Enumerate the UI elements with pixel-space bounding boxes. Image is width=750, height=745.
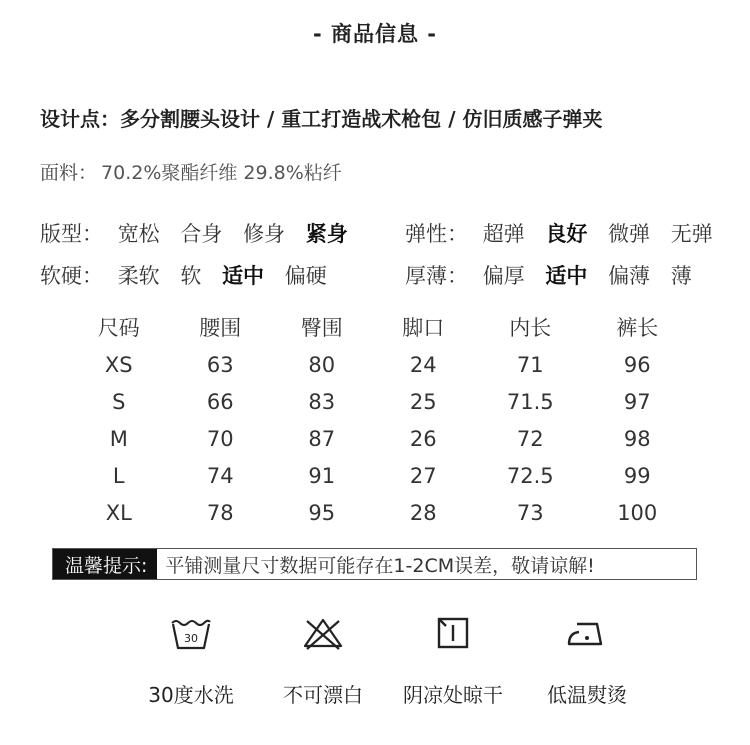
table-cell: S [112,389,126,414]
column-header: 尺码 [97,316,140,340]
table-cell: 71.5 [506,389,554,414]
column-header: 脚口 [402,316,445,340]
table-row [68,383,688,420]
attr-fit-option: 紧身 [305,222,348,246]
care-item-dry [388,615,518,708]
table-cell: 24 [409,352,437,377]
attr-elasticity [405,218,727,248]
low-iron-icon [565,615,609,651]
wash-30-icon [169,615,213,651]
attr-elasticity-option: 微弹 [608,222,651,246]
table-cell: 74 [206,463,234,488]
attr-elasticity-option: 良好 [545,222,588,246]
table-row [68,346,688,383]
attr-fit-option: 修身 [243,222,286,246]
fabric-info [40,158,342,185]
measurement-notice [52,548,697,580]
care-label: 30度水洗 [148,683,234,707]
attr-hardness-label: 软硬： [40,264,103,288]
table-cell: 100 [617,500,658,525]
attr-hardness-option: 适中 [222,264,265,288]
attr-thickness-option: 薄 [670,264,692,288]
design-text: 多分割腰头设计 / 重工打造战术枪包 / 仿旧质感子弹夹 [120,107,603,131]
table-cell: 91 [308,463,336,488]
table-row [68,494,688,531]
care-label: 不可漂白 [283,683,363,707]
table-cell: 27 [409,463,437,488]
table-cell: 97 [623,389,651,414]
table-cell: 83 [308,389,336,414]
notice-text: 平铺测量尺寸数据可能存在1-2CM误差，敬请谅解! [165,554,595,577]
design-points [40,103,730,132]
attr-elasticity-option: 无弹 [670,222,713,246]
fabric-value: 70.2%聚酯纤维 29.8%粘纤 [101,162,342,184]
table-row [68,420,688,457]
table-cell: 95 [308,500,336,525]
table-cell: 72 [516,426,544,451]
size-table [68,308,688,531]
shade-dry-icon [431,615,475,651]
care-item-iron [522,615,652,708]
notice-label: 温馨提示: [53,549,157,579]
table-cell: 28 [409,500,437,525]
table-cell: 66 [206,389,234,414]
attr-hardness [40,260,341,290]
care-label: 阴凉处晾干 [403,683,503,707]
wash-temp-text: 30 [184,632,198,645]
attr-thickness [405,260,706,290]
care-item-wash [126,615,256,708]
attr-elasticity-option: 超弹 [482,222,525,246]
size-table-header [68,308,688,346]
no-bleach-icon [301,615,345,651]
table-cell: XL [105,500,132,525]
attr-thickness-label: 厚薄： [405,264,468,288]
column-header: 臀围 [300,316,343,340]
table-cell: 70 [206,426,234,451]
table-cell: 80 [308,352,336,377]
table-cell: 71 [516,352,544,377]
column-header: 内长 [509,316,552,340]
attr-fit-option: 宽松 [117,222,160,246]
table-cell: 73 [516,500,544,525]
care-label: 低温熨烫 [547,683,627,707]
column-header: 裤长 [616,316,659,340]
table-cell: M [109,426,128,451]
fabric-label: 面料： [40,162,98,184]
page-title: - 商品信息 - [312,22,438,46]
table-cell: 96 [623,352,651,377]
table-cell: 87 [308,426,336,451]
attr-hardness-option: 偏硬 [284,264,327,288]
attr-hardness-option: 软 [180,264,202,288]
column-header: 腰围 [199,316,242,340]
attr-elasticity-label: 弹性： [405,222,468,246]
table-cell: 98 [623,426,651,451]
design-label: 设计点： [40,107,120,131]
attr-thickness-option: 偏厚 [482,264,525,288]
table-cell: 99 [623,463,651,488]
table-cell: XS [104,352,133,377]
attr-thickness-option: 适中 [545,264,588,288]
attr-fit-label: 版型： [40,222,103,246]
table-cell: 78 [206,500,234,525]
table-cell: 72.5 [506,463,554,488]
attr-fit [40,218,362,248]
table-cell: L [112,463,125,488]
table-cell: 26 [409,426,437,451]
attr-thickness-option: 偏薄 [608,264,651,288]
table-cell: 25 [409,389,437,414]
attr-hardness-option: 柔软 [117,264,160,288]
table-row [68,457,688,494]
care-item-bleach [258,615,388,708]
attr-fit-option: 合身 [180,222,223,246]
table-cell: 63 [206,352,234,377]
